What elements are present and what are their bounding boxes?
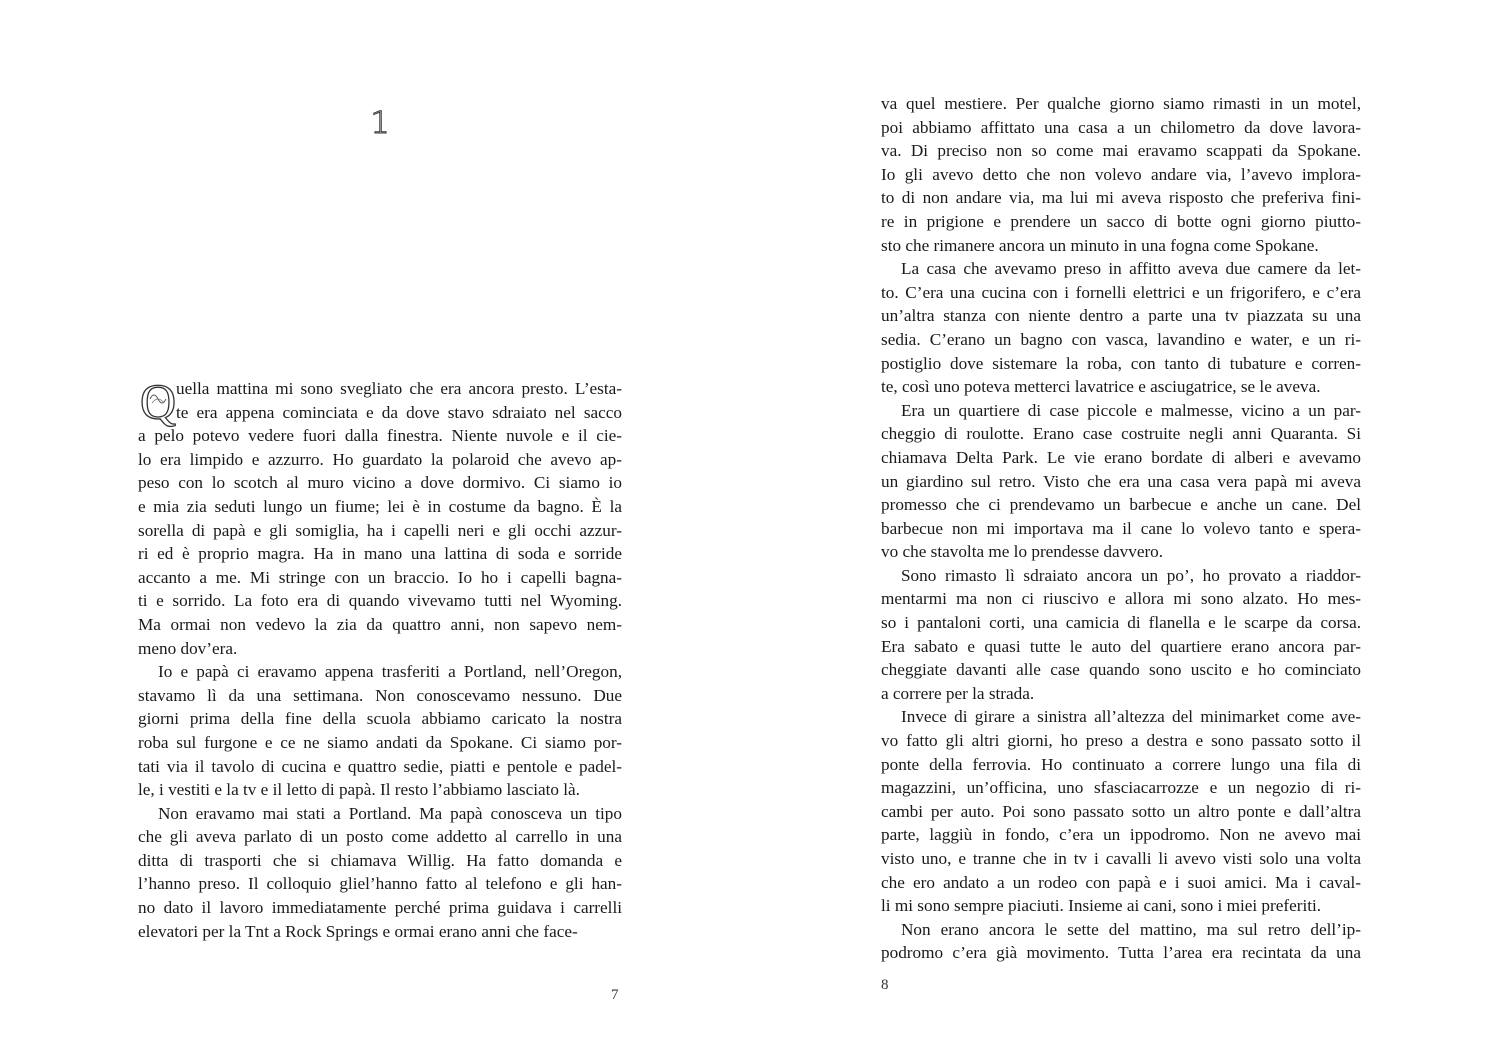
right-line: postiglio dove sistemare la roba, con tanto di tubature e corren-	[881, 353, 1361, 373]
right-line: che ero andato a un rodeo con papà e i suoi amici. Ma i caval-	[881, 872, 1361, 892]
right-line: La casa che avevamo preso in affitto aveva due camere da let-	[901, 259, 1361, 279]
page-number-left: 7	[611, 987, 619, 1003]
right-line: Era sabato e quasi tutte le auto del quartiere erano ancora par-	[881, 636, 1361, 656]
left-line: meno dov’era.	[138, 638, 238, 658]
right-line: to. C’era una cucina con i fornelli elettrici e un frigorifero, e c’era	[881, 282, 1361, 302]
left-line: elevatori per la Tnt a Rock Springs e ormai erano anni che face-	[138, 921, 578, 941]
right-line: cheggio di roulotte. Erano case costruite negli anni Quaranta. Si	[881, 424, 1361, 444]
right-line: barbecue non mi importava ma il cane lo volevo tanto e spera-	[881, 518, 1361, 538]
right-line: cheggiate davanti alle case quando sono uscito e ho cominciato	[881, 660, 1361, 680]
right-line: sedia. C’erano un bagno con vasca, lavandino e water, e un ri-	[881, 329, 1361, 349]
left-line: accanto a me. Mi stringe con un braccio. Io ho i capelli bagna-	[138, 567, 622, 587]
right-line: Invece di girare a sinistra all’altezza del minimarket come ave-	[901, 707, 1361, 727]
left-line: le, i vestiti e la tv e il letto di papà. Il resto l’abbiamo lasciato là.	[138, 780, 580, 800]
right-line: vo che stavolta me lo prendesse davvero.	[881, 542, 1164, 562]
left-line: l’hanno preso. Il colloquio gliel’hanno fatto al telefono e gli han-	[138, 874, 622, 894]
right-line: magazzini, un’officina, uno sfasciacarrozze e un negozio di ri-	[881, 778, 1361, 798]
left-line: roba sul furgone e ce ne siamo andati da Spokane. Ci siamo por-	[138, 732, 622, 752]
left-line: stavamo lì da una settimana. Non conoscevamo nessuno. Due	[138, 685, 622, 705]
right-line: poi abbiamo affittato una casa a un chilometro da dove lavora-	[881, 117, 1361, 137]
right-line: un’altra stanza con niente dentro a parte una tv piazzata su una	[881, 306, 1361, 326]
right-line: a correre per la strada.	[881, 683, 1035, 703]
right-line: so i pantaloni corti, una camicia di flanella e le scarpe da corsa.	[881, 613, 1361, 633]
right-line: Io gli avevo detto che non volevo andare via, l’avevo implora-	[881, 164, 1361, 184]
left-line: ti e sorrido. La foto era di quando vivevamo tutti nel Wyoming.	[138, 591, 622, 611]
left-line: sorella di papà e gli somiglia, ha i capelli neri e gli occhi azzur-	[138, 520, 622, 540]
page-number-right: 8	[881, 977, 889, 993]
right-line: Era un quartiere di case piccole e malmesse, vicino a un par-	[901, 400, 1361, 420]
right-page-text	[881, 92, 1361, 965]
left-line: ri ed è proprio magra. Ha in mano una lattina di soda e sorride	[138, 544, 622, 564]
left-line: uella mattina mi sono svegliato che era ancora presto. L’esta-	[176, 379, 622, 398]
right-line: li mi sono sempre piaciuti. Insieme ai cani, sono i miei preferiti.	[881, 896, 1322, 916]
right-line: to di non andare via, ma lui mi aveva risposto che preferiva fini-	[881, 188, 1361, 208]
right-line: te, così uno poteva metterci lavatrice e asciugatrice, se le aveva.	[881, 377, 1321, 397]
left-line: tati via il tavolo di cucina e quattro sedie, piatti e pentole e padel-	[138, 756, 622, 776]
drop-cap: Q	[139, 373, 177, 429]
right-line: Non erano ancora le sette del mattino, ma sul retro dell’ip-	[901, 919, 1361, 939]
right-line: un giardino sul retro. Visto che era una casa vera papà mi aveva	[881, 471, 1361, 491]
right-line: Sono rimasto lì sdraiato ancora un po’, ho provato a riaddor-	[901, 565, 1361, 585]
right-line: va quel mestiere. Per qualche giorno siamo rimasti in un motel,	[881, 94, 1361, 113]
left-page-text	[138, 373, 622, 943]
right-line: cambi per auto. Poi sono passato sotto un altro ponte e dall’altra	[881, 801, 1361, 821]
right-line: va. Di preciso non so come mai eravamo scappati da Spokane.	[881, 141, 1361, 161]
right-line: ponte della ferrovia. Ho continuato a correre lungo una fila di	[881, 754, 1361, 774]
right-line: vo fatto gli altri giorni, ho preso a destra e sono passato sotto il	[881, 731, 1361, 751]
left-line: Io e papà ci eravamo appena trasferiti a Portland, nell’Oregon,	[158, 662, 622, 682]
left-line: peso con lo scotch al muro vicino a dove dormivo. Ci siamo io	[138, 473, 622, 493]
left-line: Non eravamo mai stati a Portland. Ma papà conosceva un tipo	[158, 803, 622, 823]
left-line: te era appena cominciata e da dove stavo sdraiato nel sacco	[176, 402, 622, 422]
right-line: parte, laggiù in fondo, c’era un ippodromo. Non ne avevo mai	[881, 825, 1361, 845]
left-line: ditta di trasporti che si chiamava Willig. Ha fatto domanda e	[138, 850, 622, 870]
left-line: Ma ormai non vedevo la zia da quattro anni, non sapevo nem-	[138, 614, 622, 634]
right-line: mentarmi ma non ci riuscivo e allora mi sono alzato. Ho mes-	[881, 589, 1361, 609]
left-line: e mia zia seduti lungo un fiume; lei è in costume da bagno. È la	[138, 496, 622, 516]
left-line: che gli aveva parlato di un posto come addetto al carrello in una	[138, 827, 622, 847]
left-line: lo era limpido e azzurro. Ho guardato la polaroid che avevo ap-	[138, 449, 622, 469]
right-line: visto uno, e tranne che in tv i cavalli li avevo visti solo una volta	[881, 849, 1361, 868]
right-page	[750, 0, 1500, 1061]
chapter-number: 1	[370, 106, 390, 141]
right-line: promesso che ci prendevamo un barbecue e anche un cane. Del	[881, 495, 1361, 515]
left-line: a pelo potevo vedere fuori dalla finestra. Niente nuvole e il cie-	[138, 426, 622, 446]
right-line: chiamava Delta Park. Le vie erano bordate di alberi e avevamo	[881, 447, 1361, 467]
left-line: giorni prima della fine della scuola abbiamo caricato la nostra	[138, 709, 622, 729]
left-line: no dato il lavoro immediatamente perché prima guidava i carrelli	[138, 898, 622, 918]
right-line: sto che rimanere ancora un minuto in una fogna come Spokane.	[881, 235, 1319, 255]
right-line: podromo c’era già movimento. Tutta l’area era recintata da una	[881, 943, 1361, 963]
right-line: re in prigione e prendere un sacco di botte ogni giorno piutto-	[881, 211, 1361, 231]
